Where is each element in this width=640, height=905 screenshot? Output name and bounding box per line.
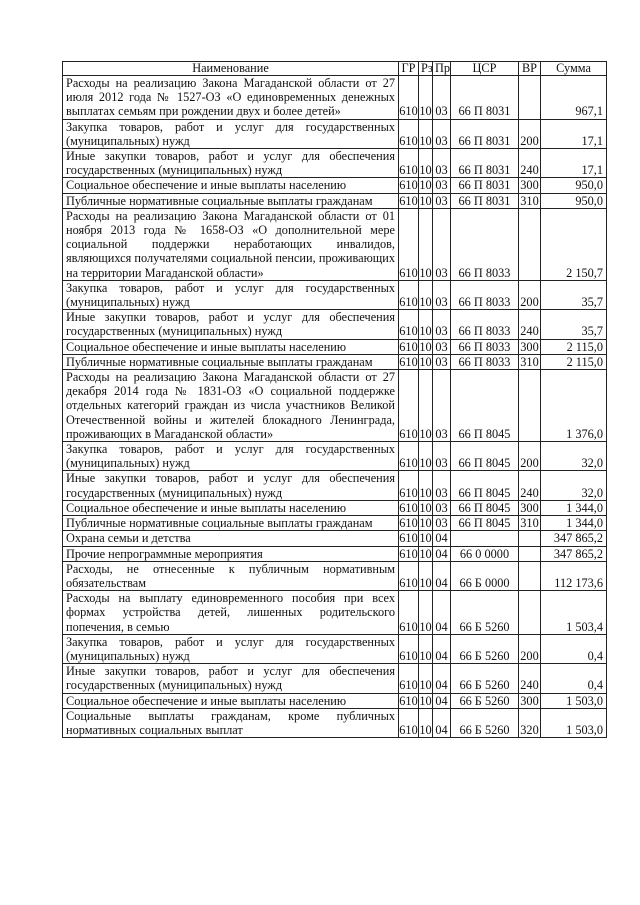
cell-vr: [519, 208, 541, 280]
cell-pr: 03: [433, 149, 451, 178]
cell-vr: 300: [520, 339, 539, 354]
cell-csr: 66 П 8045: [451, 442, 519, 471]
cell-name: Расходы на реализацию Закона Магаданской области от 27 июля 2012 года № 1527-ОЗ «О единовременных денежных выплатах семьям при рождении двух и более детей»: [63, 76, 399, 120]
cell-name: Закупка товаров, работ и услуг для государственных (муниципальных) нужд: [63, 280, 399, 309]
cell-sum: 1 503,0: [541, 708, 607, 737]
cell-vr: 200: [519, 634, 541, 663]
cell-sum: 950,0: [541, 178, 607, 193]
table-row: [63, 500, 607, 515]
cell-rz: 10: [419, 310, 433, 339]
cell-csr: 66 П 8031: [451, 119, 519, 148]
cell-sum: 2 115,0: [541, 339, 607, 354]
table-row: [63, 591, 607, 635]
cell-csr: 66 П 8033: [451, 208, 519, 280]
cell-pr: 04: [433, 546, 451, 561]
cell-vr: 310: [520, 516, 539, 531]
header-pr: Пр: [433, 62, 451, 76]
cell-pr: 04: [433, 664, 451, 693]
cell-name: Иные закупки товаров, работ и услуг для обеспечения государственных (муниципальных) нужд: [63, 310, 399, 339]
header-name: Наименование: [63, 62, 399, 76]
cell-gr: 610: [399, 280, 419, 309]
cell-sum: 2 115,0: [541, 354, 607, 369]
cell-name: Публичные нормативные социальные выплаты гражданам: [63, 193, 399, 208]
budget-table: [62, 61, 607, 738]
cell-csr: 66 Б 5260: [451, 634, 519, 663]
cell-sum: 967,1: [541, 76, 607, 120]
cell-vr: 300: [520, 500, 539, 515]
cell-rz: 10: [419, 178, 432, 193]
cell-gr: 610: [399, 634, 419, 663]
cell-csr: 66 П 8045: [451, 471, 519, 500]
header-sum: Сумма: [541, 62, 607, 76]
cell-rz: 10: [419, 119, 433, 148]
cell-csr: 66 П 8031: [451, 76, 519, 120]
table-row: [63, 693, 607, 708]
cell-pr: 04: [433, 591, 451, 635]
table-body: [63, 76, 607, 738]
cell-csr: 66 П 8033: [451, 280, 519, 309]
cell-csr: 66 П 8033: [451, 354, 519, 369]
cell-pr: 03: [433, 178, 451, 193]
table-row: [63, 561, 607, 590]
cell-csr: 66 0 0000: [451, 546, 519, 561]
cell-vr: [519, 546, 541, 561]
cell-rz: 10: [419, 471, 433, 500]
cell-vr: [519, 561, 541, 590]
cell-pr: 03: [433, 208, 451, 280]
cell-name: Иные закупки товаров, работ и услуг для обеспечения государственных (муниципальных) нужд: [63, 664, 399, 693]
cell-name: Публичные нормативные социальные выплаты гражданам: [63, 516, 399, 531]
cell-vr: 300: [520, 693, 539, 708]
cell-gr: 610: [399, 664, 419, 693]
table-row: [63, 471, 607, 500]
cell-name: Закупка товаров, работ и услуг для государственных (муниципальных) нужд: [63, 119, 399, 148]
cell-rz: 10: [419, 516, 432, 531]
table-row: [63, 193, 607, 208]
cell-vr: 200: [519, 280, 541, 309]
cell-sum: 35,7: [541, 280, 607, 309]
cell-gr: 610: [399, 310, 419, 339]
table-row: [63, 442, 607, 471]
cell-sum: 35,7: [541, 310, 607, 339]
cell-name: Закупка товаров, работ и услуг для государственных (муниципальных) нужд: [63, 634, 399, 663]
table-row: [63, 76, 607, 120]
cell-gr: 610: [399, 591, 419, 635]
cell-pr: 03: [433, 119, 451, 148]
header-csr: ЦСР: [451, 62, 519, 76]
cell-csr: 66 П 8033: [451, 310, 519, 339]
cell-gr: 610: [399, 76, 419, 120]
cell-sum: 32,0: [541, 442, 607, 471]
cell-gr: 610: [399, 193, 418, 208]
table-row: [63, 370, 607, 442]
cell-gr: 610: [399, 561, 419, 590]
cell-name: Расходы на реализацию Закона Магаданской области от 27 декабря 2014 года № 1831-ОЗ «О социальной поддержке отдельных категорий граждан из числа участников Великой Отечественной войны и жителей блокадного Ленинграда, проживающих в Магаданской области»: [63, 370, 399, 442]
cell-rz: 10: [419, 531, 432, 546]
cell-pr: 04: [433, 708, 451, 737]
cell-pr: 03: [433, 370, 451, 442]
cell-vr: 320: [519, 708, 541, 737]
table-row: [63, 119, 607, 148]
cell-name: Социальное обеспечение и иные выплаты населению: [63, 500, 399, 515]
cell-gr: 610: [399, 693, 418, 708]
cell-vr: [519, 76, 541, 120]
cell-csr: 66 Б 5260: [451, 708, 519, 737]
table-row: [63, 178, 607, 193]
cell-pr: 04: [433, 634, 451, 663]
cell-sum: 347 865,2: [541, 531, 607, 546]
cell-sum: 0,4: [541, 634, 607, 663]
table-row: [63, 634, 607, 663]
cell-pr: 03: [433, 516, 451, 531]
cell-rz: 10: [419, 664, 433, 693]
cell-sum: 1 344,0: [541, 516, 607, 531]
cell-vr: [519, 531, 541, 546]
cell-name: Охрана семьи и детства: [63, 531, 399, 546]
table-row: [63, 339, 607, 354]
cell-name: Прочие непрограммные мероприятия: [63, 546, 399, 561]
cell-name: Расходы, не отнесенные к публичным нормативным обязательствам: [63, 561, 399, 590]
cell-sum: 1 344,0: [541, 500, 607, 515]
table-row: [63, 516, 607, 531]
header-vr: ВР: [519, 62, 541, 76]
table-header-row: [63, 62, 607, 76]
cell-vr: 310: [520, 354, 539, 369]
cell-rz: 10: [419, 339, 432, 354]
cell-csr: 66 П 8031: [451, 149, 519, 178]
cell-rz: 10: [419, 370, 433, 442]
cell-pr: 03: [433, 310, 451, 339]
cell-name: Социальные выплаты гражданам, кроме публичных нормативных социальных выплат: [63, 708, 399, 737]
table-row: [63, 546, 607, 561]
cell-gr: 610: [399, 354, 418, 369]
cell-sum: 1 503,4: [541, 591, 607, 635]
table-row: [63, 149, 607, 178]
cell-rz: 10: [419, 354, 432, 369]
cell-gr: 610: [399, 531, 418, 546]
cell-csr: 66 П 8033: [451, 339, 519, 354]
cell-vr: 300: [520, 178, 539, 193]
cell-pr: 03: [433, 354, 451, 369]
cell-csr: 66 Б 5260: [451, 693, 519, 708]
cell-gr: 610: [399, 208, 419, 280]
cell-sum: 1 376,0: [541, 370, 607, 442]
table-row: [63, 708, 607, 737]
table-row: [63, 664, 607, 693]
cell-pr: 03: [433, 500, 451, 515]
cell-rz: 10: [419, 591, 433, 635]
cell-name: Расходы на реализацию Закона Магаданской области от 01 ноября 2013 года № 1658-ОЗ «О дополнительной мере социальной поддержки неработающих инвалидов, являющихся получателями социальной пенсии, проживающих на территории Магаданской области»: [63, 208, 399, 280]
cell-sum: 17,1: [541, 149, 607, 178]
cell-name: Социальное обеспечение и иные выплаты населению: [63, 693, 399, 708]
cell-csr: 66 П 8045: [451, 516, 519, 531]
cell-pr: 04: [433, 561, 451, 590]
cell-vr: 240: [519, 149, 541, 178]
cell-pr: 03: [433, 339, 451, 354]
cell-vr: 200: [519, 442, 541, 471]
cell-gr: 610: [399, 119, 419, 148]
cell-rz: 10: [419, 693, 432, 708]
cell-csr: 66 П 8045: [451, 500, 519, 515]
cell-rz: 10: [419, 500, 432, 515]
cell-gr: 610: [399, 516, 418, 531]
cell-sum: 0,4: [541, 664, 607, 693]
cell-pr: 03: [433, 442, 451, 471]
cell-vr: 240: [519, 664, 541, 693]
cell-pr: 03: [433, 193, 451, 208]
cell-gr: 610: [399, 546, 418, 561]
cell-name: Иные закупки товаров, работ и услуг для обеспечения государственных (муниципальных) нужд: [63, 471, 399, 500]
cell-gr: 610: [399, 149, 419, 178]
cell-gr: 610: [399, 708, 419, 737]
cell-name: Расходы на выплату единовременного пособия при всех формах устройства детей, лишенных родительского попечения, в семью: [63, 591, 399, 635]
cell-rz: 10: [419, 76, 433, 120]
cell-gr: 610: [399, 500, 418, 515]
cell-sum: 950,0: [541, 193, 607, 208]
cell-name: Публичные нормативные социальные выплаты гражданам: [63, 354, 399, 369]
cell-rz: 10: [419, 208, 433, 280]
cell-vr: 200: [519, 119, 541, 148]
header-rz: Рз: [419, 62, 433, 76]
cell-csr: 66 П 8045: [451, 370, 519, 442]
cell-gr: 610: [399, 370, 419, 442]
cell-gr: 610: [399, 471, 419, 500]
cell-csr: [451, 531, 519, 546]
cell-name: Социальное обеспечение и иные выплаты населению: [63, 339, 399, 354]
cell-rz: 10: [419, 193, 432, 208]
cell-sum: 2 150,7: [541, 208, 607, 280]
cell-rz: 10: [419, 634, 433, 663]
cell-sum: 17,1: [541, 119, 607, 148]
table-row: [63, 208, 607, 280]
cell-vr: [519, 591, 541, 635]
cell-rz: 10: [419, 546, 432, 561]
cell-vr: [519, 370, 541, 442]
cell-name: Закупка товаров, работ и услуг для государственных (муниципальных) нужд: [63, 442, 399, 471]
cell-csr: 66 Б 5260: [451, 591, 519, 635]
cell-rz: 10: [419, 149, 433, 178]
cell-csr: 66 Б 5260: [451, 664, 519, 693]
cell-pr: 03: [433, 471, 451, 500]
cell-pr: 04: [433, 531, 451, 546]
cell-sum: 112 173,6: [541, 561, 607, 590]
cell-csr: 66 П 8031: [451, 193, 519, 208]
document-page: [62, 61, 606, 738]
table-row: [63, 310, 607, 339]
cell-vr: 310: [520, 193, 539, 208]
cell-rz: 10: [419, 561, 433, 590]
cell-rz: 10: [419, 280, 433, 309]
cell-sum: 32,0: [541, 471, 607, 500]
cell-vr: 240: [519, 471, 541, 500]
cell-gr: 610: [399, 178, 418, 193]
header-gr: ГР: [399, 62, 419, 76]
cell-rz: 10: [419, 708, 433, 737]
cell-name: Иные закупки товаров, работ и услуг для обеспечения государственных (муниципальных) нужд: [63, 149, 399, 178]
cell-vr: 240: [519, 310, 541, 339]
cell-pr: 04: [433, 693, 451, 708]
cell-rz: 10: [419, 442, 433, 471]
cell-gr: 610: [399, 442, 419, 471]
table-row: [63, 531, 607, 546]
cell-name: Социальное обеспечение и иные выплаты населению: [63, 178, 399, 193]
cell-pr: 03: [433, 76, 451, 120]
cell-gr: 610: [399, 339, 418, 354]
cell-pr: 03: [433, 280, 451, 309]
cell-sum: 1 503,0: [541, 693, 607, 708]
table-row: [63, 280, 607, 309]
cell-csr: 66 Б 0000: [451, 561, 519, 590]
cell-csr: 66 П 8031: [451, 178, 519, 193]
cell-sum: 347 865,2: [541, 546, 607, 561]
table-row: [63, 354, 607, 369]
